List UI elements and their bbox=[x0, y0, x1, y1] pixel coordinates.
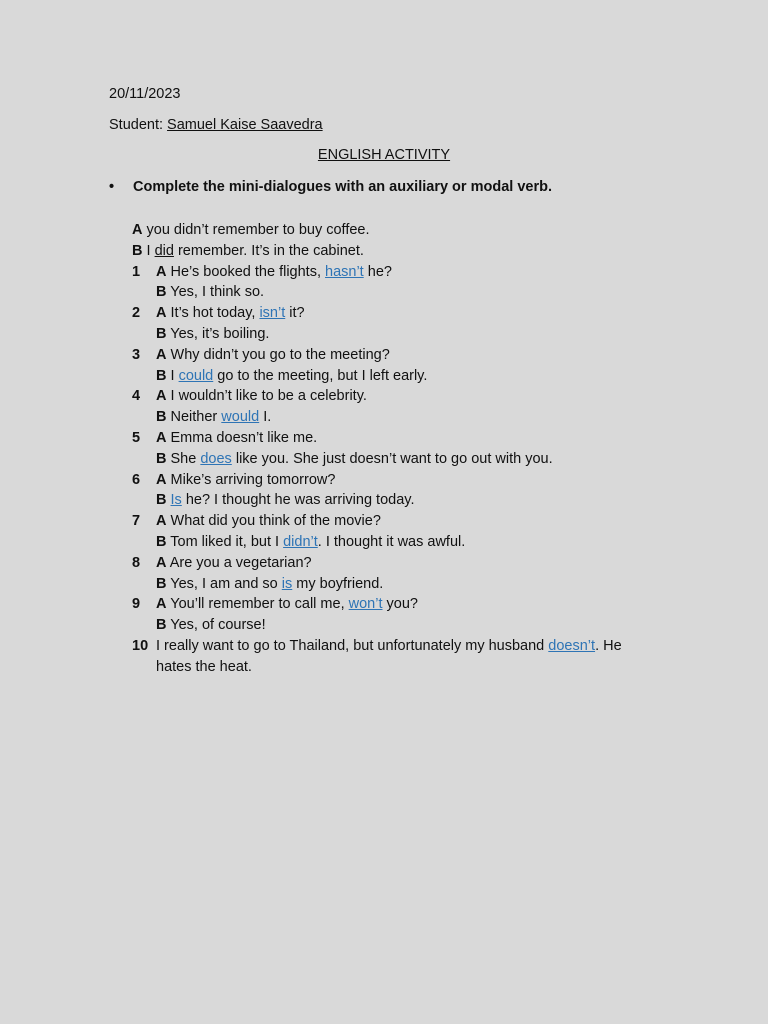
line-text: I bbox=[170, 367, 175, 384]
item-number: 4 bbox=[132, 388, 141, 405]
item-number: 3 bbox=[132, 346, 141, 363]
line-text: Emma doesn’t like me. bbox=[170, 429, 318, 446]
line-text: it? bbox=[289, 305, 305, 322]
line-content bbox=[156, 470, 335, 491]
speaker-label: B bbox=[156, 575, 167, 592]
line-text: Yes, I think so. bbox=[170, 284, 265, 301]
line-text: Tom liked it, but I bbox=[170, 533, 280, 550]
item-number: 5 bbox=[132, 429, 141, 446]
line-content bbox=[156, 490, 414, 511]
line-text: I bbox=[146, 242, 151, 259]
line-text: What did you think of the movie? bbox=[170, 513, 381, 530]
line-content bbox=[156, 366, 427, 387]
line-text: I wouldn’t like to be a celebrity. bbox=[170, 388, 367, 405]
answer-text: could bbox=[178, 367, 214, 384]
item-number: 6 bbox=[132, 471, 141, 488]
bullet-icon: • bbox=[109, 179, 115, 195]
answer-text: is bbox=[281, 575, 293, 592]
line-content bbox=[156, 553, 312, 574]
line-text: Why didn’t you go to the meeting? bbox=[170, 346, 390, 363]
speaker-label: A bbox=[156, 471, 167, 488]
line-content bbox=[156, 574, 383, 595]
dialogue-list bbox=[132, 220, 672, 678]
dialogue-line-a bbox=[132, 386, 672, 407]
dialogue-line-b bbox=[132, 574, 672, 595]
dialogue-line-a bbox=[132, 470, 672, 491]
speaker-label: A bbox=[156, 388, 167, 405]
student-name: Samuel Kaise Saavedra bbox=[167, 117, 323, 133]
dialogue-line-b bbox=[132, 366, 672, 387]
line-content bbox=[156, 594, 418, 615]
item-number: 8 bbox=[132, 554, 141, 571]
line-text: . He bbox=[595, 637, 622, 654]
line-text: It’s hot today, bbox=[170, 305, 256, 322]
answer-text: isn’t bbox=[259, 305, 286, 322]
answer-text: won’t bbox=[348, 596, 383, 613]
student-line bbox=[109, 117, 323, 133]
item-number: 2 bbox=[132, 305, 141, 322]
line-text: Mike’s arriving tomorrow? bbox=[170, 471, 336, 488]
speaker-label: A bbox=[156, 513, 167, 530]
speaker-label: A bbox=[156, 554, 167, 571]
line-text: You’ll remember to call me, bbox=[170, 596, 345, 613]
dialogue-line-a bbox=[132, 428, 672, 449]
example-line-b bbox=[132, 241, 672, 262]
line-text: I. bbox=[263, 409, 272, 426]
line-content bbox=[156, 303, 305, 324]
line-text: Neither bbox=[170, 409, 218, 426]
date: 20/11/2023 bbox=[109, 86, 181, 102]
line-text: my boyfriend. bbox=[296, 575, 384, 592]
dialogue-line-10-cont bbox=[132, 657, 672, 678]
dialogue-line-a bbox=[132, 303, 672, 324]
line-text: Yes, of course! bbox=[170, 617, 266, 634]
line-text: She bbox=[170, 450, 197, 467]
line-content bbox=[156, 449, 553, 470]
student-label: Student: bbox=[109, 117, 164, 133]
line-content bbox=[156, 386, 367, 407]
item-number: 9 bbox=[132, 596, 141, 613]
dialogue-line-b bbox=[132, 615, 672, 636]
speaker-label: A bbox=[156, 596, 167, 613]
line-text: go to the meeting, but I left early. bbox=[217, 367, 428, 384]
dialogue-line-b bbox=[132, 490, 672, 511]
item-number: 10 bbox=[132, 637, 149, 654]
line-text: remember. It’s in the cabinet. bbox=[177, 242, 364, 259]
line-content bbox=[156, 262, 392, 283]
line-content bbox=[156, 615, 266, 636]
line-content bbox=[156, 636, 622, 657]
dialogue-line-10 bbox=[132, 636, 672, 657]
dialogue-line-a bbox=[132, 594, 672, 615]
item-number: 7 bbox=[132, 513, 141, 530]
line-content bbox=[156, 324, 269, 345]
speaker-label: A bbox=[132, 222, 143, 238]
item-number: 1 bbox=[132, 263, 141, 280]
line-text: He’s booked the flights, bbox=[170, 263, 321, 280]
answer-text: doesn’t bbox=[548, 637, 596, 654]
speaker-label: B bbox=[132, 242, 143, 259]
line-content bbox=[156, 428, 317, 449]
dialogue-line-a bbox=[132, 345, 672, 366]
answer-text: would bbox=[221, 409, 260, 426]
answer-text: didn’t bbox=[283, 533, 318, 550]
line-text: he? I thought he was arriving today. bbox=[185, 492, 415, 509]
example-answer: did bbox=[154, 242, 174, 259]
answer-text: does bbox=[200, 450, 232, 467]
line-text: you? bbox=[386, 596, 418, 613]
answer-text: hasn’t bbox=[325, 263, 364, 280]
speaker-label: B bbox=[156, 492, 167, 509]
speaker-label: A bbox=[156, 263, 167, 280]
dialogue-line-b bbox=[132, 449, 672, 470]
instruction-text: Complete the mini-dialogues with an auxiliary or modal verb. bbox=[133, 179, 552, 195]
speaker-label: B bbox=[156, 367, 167, 384]
dialogue-line-b bbox=[132, 324, 672, 345]
line-content bbox=[156, 511, 381, 532]
speaker-label: B bbox=[156, 450, 167, 467]
dialogue-line-b bbox=[132, 282, 672, 303]
speaker-label: B bbox=[156, 617, 167, 634]
line-content bbox=[156, 407, 271, 428]
document-title: ENGLISH ACTIVITY bbox=[317, 147, 451, 163]
line-text: . I thought it was awful. bbox=[317, 533, 466, 550]
dialogue-line-b bbox=[132, 407, 672, 428]
line-content bbox=[156, 282, 264, 303]
speaker-label: B bbox=[156, 325, 167, 342]
speaker-label: B bbox=[156, 533, 167, 550]
instruction bbox=[109, 179, 552, 195]
speaker-label: A bbox=[156, 305, 167, 322]
line-text: like you. She just doesn’t want to go out with you. bbox=[235, 450, 553, 467]
line-content bbox=[156, 345, 390, 366]
speaker-label: A bbox=[156, 429, 167, 446]
speaker-label: A bbox=[156, 346, 167, 363]
dialogue-line-a bbox=[132, 262, 672, 283]
answer-text: Is bbox=[170, 492, 182, 509]
speaker-label: B bbox=[156, 284, 167, 301]
example-line-a bbox=[132, 220, 672, 241]
speaker-label: B bbox=[156, 409, 167, 426]
line-text: Are you a vegetarian? bbox=[169, 554, 312, 571]
line-text: I really want to go to Thailand, but unfortunately my husband bbox=[156, 637, 545, 654]
line-text: you didn’t remember to buy coffee. bbox=[146, 222, 370, 238]
line-content bbox=[156, 532, 465, 553]
dialogue-line-a bbox=[132, 553, 672, 574]
line-text: hates the heat. bbox=[156, 658, 252, 675]
line-text: Yes, it’s boiling. bbox=[170, 325, 270, 342]
line-text: Yes, I am and so bbox=[170, 575, 278, 592]
dialogue-line-a bbox=[132, 511, 672, 532]
dialogue-line-b bbox=[132, 532, 672, 553]
line-text: he? bbox=[367, 263, 392, 280]
